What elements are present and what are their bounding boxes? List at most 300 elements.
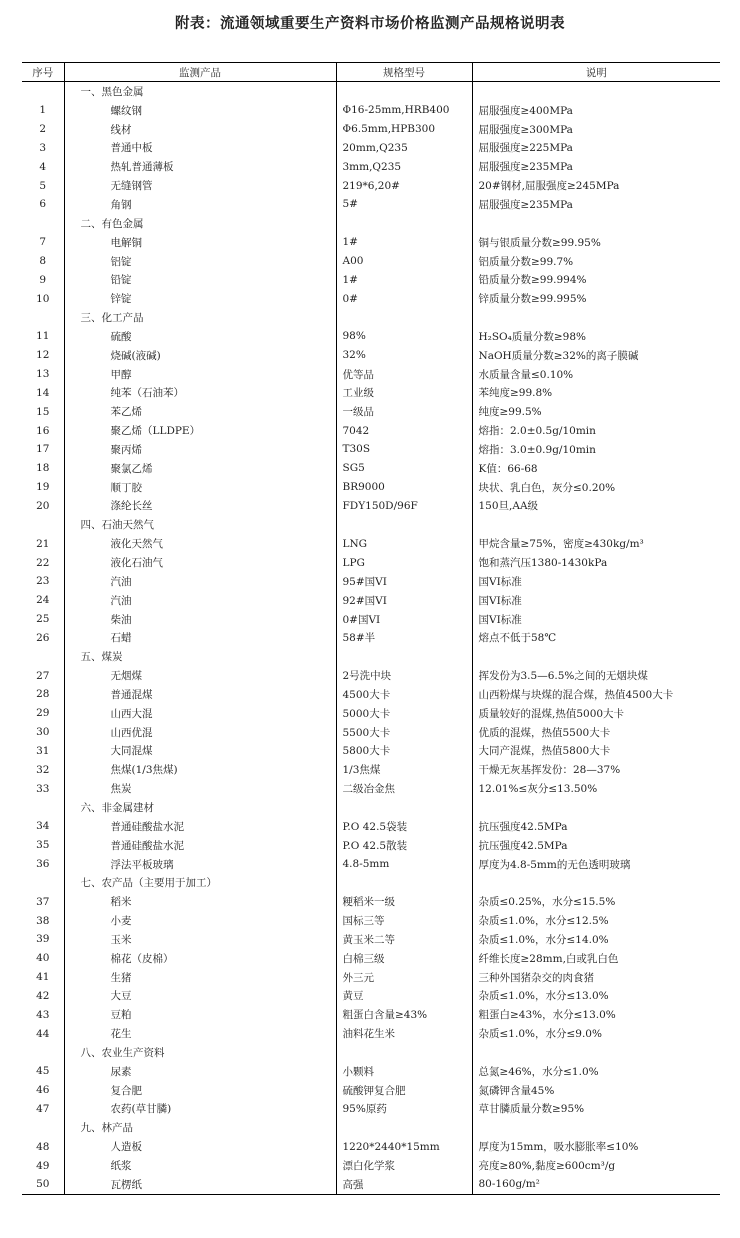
serial-no-cell: 26 [36,631,50,644]
table-row [22,836,720,855]
spec-cell [336,515,472,534]
description-cell: 屈服强度≥225MPa [472,139,720,158]
spec-cell: 0#国VI [336,610,472,629]
spec-cell: 外三元 [336,968,472,987]
serial-no-cell: 11 [36,330,50,343]
description-cell: 氮磷钾含量45% [472,1081,720,1100]
description-cell [472,214,720,233]
product-cell: 热轧普通薄板 [64,157,336,176]
serial-no-cell: 7 [39,236,47,249]
table-row [22,723,720,742]
serial-no-cell: 30 [36,726,50,739]
category-row [22,515,720,534]
serial-no-cell: 18 [36,462,50,475]
header-serial-no: 序号 [22,63,64,82]
description-cell: 150旦,AA级 [472,497,720,516]
category-row [22,873,720,892]
description-cell: 屈服强度≥300MPa [472,120,720,139]
table-row [22,233,720,252]
serial-no-cell: 13 [36,368,50,381]
description-cell: 三种外国猪杂交的肉食猪 [472,968,720,987]
description-cell: 质量较好的混煤,热值5000大卡 [472,704,720,723]
spec-cell: Φ16-25mm,HRB400 [336,101,472,120]
product-cell: 尿素 [64,1062,336,1081]
product-cell: 汽油 [64,591,336,610]
serial-no-cell: 8 [39,255,47,268]
category-row [22,214,720,233]
serial-no-cell: 10 [36,292,50,305]
table-row [22,987,720,1006]
description-cell [472,308,720,327]
description-cell: 熔指：3.0±0.9g/10min [472,440,720,459]
serial-no-cell: 20 [36,499,50,512]
description-cell: 铅质量分数≥99.994% [472,270,720,289]
description-cell: 总氮≥46%，水分≤1.0% [472,1062,720,1081]
category-label: 八、农业生产资料 [64,1043,336,1062]
spec-cell: 219*6,20# [336,176,472,195]
category-label: 三、化工产品 [64,308,336,327]
spec-cell: 硫酸钾复合肥 [336,1081,472,1100]
spec-cell: 98% [336,327,472,346]
serial-no-cell: 33 [36,782,50,795]
product-cell: 普通硅酸盐水泥 [64,817,336,836]
spec-cell: 优等品 [336,365,472,384]
table-row [22,327,720,346]
table-row [22,628,720,647]
serial-no-cell: 46 [36,1084,50,1097]
serial-no-cell: 28 [36,688,50,701]
table-row [22,1156,720,1175]
description-cell: 块状、乳白色，灰分≤0.20% [472,478,720,497]
product-cell: 玉米 [64,930,336,949]
table-row [22,666,720,685]
table-row [22,685,720,704]
table-row [22,101,720,120]
serial-no-cell: 1 [39,104,47,117]
product-cell: 稻米 [64,892,336,911]
serial-no-cell: 19 [36,481,50,494]
product-cell: 涤纶长丝 [64,497,336,516]
spec-cell [336,308,472,327]
table-row [22,534,720,553]
table-row [22,742,720,761]
spec-cell: FDY150D/96F [336,497,472,516]
category-label: 二、有色金属 [64,214,336,233]
description-cell: 大同产混煤，热值5800大卡 [472,742,720,761]
spec-cell: 4.8-5mm [336,855,472,874]
category-label: 九、林产品 [64,1118,336,1137]
description-cell: 杂质≤1.0%，水分≤9.0% [472,1024,720,1043]
product-cell: 大豆 [64,987,336,1006]
description-cell: 抗压强度42.5MPa [472,817,720,836]
description-cell [472,647,720,666]
spec-cell: 油料花生米 [336,1024,472,1043]
serial-no-cell: 14 [36,386,50,399]
description-cell [472,82,720,101]
product-cell: 聚丙烯 [64,440,336,459]
description-cell: 优质的混煤，热值5500大卡 [472,723,720,742]
spec-cell: 5500大卡 [336,723,472,742]
description-cell: 熔点不低于58℃ [472,628,720,647]
spec-cell: 一级品 [336,402,472,421]
category-label: 五、煤炭 [64,647,336,666]
table-row [22,911,720,930]
table-row [22,459,720,478]
spec-cell: 3mm,Q235 [336,157,472,176]
spec-cell: 1# [336,270,472,289]
product-cell: 人造板 [64,1137,336,1156]
product-cell: 角钢 [64,195,336,214]
table-row [22,195,720,214]
category-label: 七、农产品（主要用于加工） [64,873,336,892]
serial-no-cell: 22 [36,556,50,569]
product-cell: 生猪 [64,968,336,987]
description-cell: 亮度≥80%,黏度≥600cm³/g [472,1156,720,1175]
serial-no-cell: 40 [36,952,50,965]
product-cell: 农药(草甘膦) [64,1100,336,1119]
table-row [22,157,720,176]
table-row [22,1024,720,1043]
serial-no-cell: 42 [36,989,50,1002]
serial-no-cell: 4 [39,160,47,173]
table-row [22,421,720,440]
description-cell: 屈服强度≥235MPa [472,157,720,176]
spec-cell: Φ6.5mm,HPB300 [336,120,472,139]
category-row [22,1118,720,1137]
serial-no-cell: 23 [36,575,50,588]
table-row [22,478,720,497]
category-label: 一、黑色金属 [64,82,336,101]
spec-cell: 二级冶金焦 [336,779,472,798]
serial-no-cell: 15 [36,405,50,418]
product-cell: 大同混煤 [64,742,336,761]
category-row [22,82,720,101]
table-row [22,289,720,308]
spec-cell: 粗蛋白含量≥43% [336,1005,472,1024]
table-row [22,1081,720,1100]
spec-cell: 2号洗中块 [336,666,472,685]
spec-cell: BR9000 [336,478,472,497]
spec-cell: 粳稻米一级 [336,892,472,911]
description-cell [472,798,720,817]
table-row [22,855,720,874]
spec-cell: 95#国VI [336,572,472,591]
description-cell [472,515,720,534]
spec-cell: 1# [336,233,472,252]
spec-cell: 1220*2440*15mm [336,1137,472,1156]
spec-cell: 高强 [336,1175,472,1194]
table-row [22,760,720,779]
table-row [22,610,720,629]
table-row [22,497,720,516]
category-label: 六、非金属建材 [64,798,336,817]
table-row [22,440,720,459]
description-cell: 厚度为4.8-5mm的无色透明玻璃 [472,855,720,874]
description-cell: 杂质≤1.0%，水分≤14.0% [472,930,720,949]
description-cell: K值：66-68 [472,459,720,478]
product-cell: 山西大混 [64,704,336,723]
serial-no-cell [22,1043,64,1062]
description-cell: 铜与银质量分数≥99.95% [472,233,720,252]
description-cell: 国VI标准 [472,572,720,591]
description-cell [472,873,720,892]
description-cell: 80-160g/m² [472,1175,720,1194]
serial-no-cell: 38 [36,914,50,927]
serial-no-cell: 41 [36,971,50,984]
table-row [22,704,720,723]
table-row [22,892,720,911]
table-row [22,591,720,610]
description-cell: 纯度≥99.5% [472,402,720,421]
description-cell [472,1043,720,1062]
spec-cell: 58#半 [336,628,472,647]
description-cell: 挥发份为3.5—6.5%之间的无烟块煤 [472,666,720,685]
spec-cell: A00 [336,252,472,271]
table-row [22,817,720,836]
spec-cell: 工业级 [336,384,472,403]
serial-no-cell: 5 [39,179,47,192]
spec-cell: P.O 42.5袋装 [336,817,472,836]
serial-no-cell: 49 [36,1159,50,1172]
description-cell: 杂质≤1.0%，水分≤12.5% [472,911,720,930]
product-cell: 聚乙烯（LLDPE） [64,421,336,440]
product-cell: 汽油 [64,572,336,591]
product-cell: 瓦楞纸 [64,1175,336,1194]
product-cell: 焦煤(1/3焦煤) [64,760,336,779]
description-cell: 铝质量分数≥99.7% [472,252,720,271]
spec-cell: 7042 [336,421,472,440]
serial-no-cell: 2 [39,123,47,136]
description-cell: H₂SO₄质量分数≥98% [472,327,720,346]
product-cell: 顺丁胶 [64,478,336,497]
description-cell: 纤维长度≥28mm,白或乳白色 [472,949,720,968]
table-row [22,1137,720,1156]
table-row [22,402,720,421]
spec-cell [336,873,472,892]
table-row [22,1100,720,1119]
product-cell: 液化天然气 [64,534,336,553]
description-cell: 锌质量分数≥99.995% [472,289,720,308]
serial-no-cell: 44 [36,1027,50,1040]
serial-no-cell [22,82,64,101]
table-row [22,553,720,572]
serial-no-cell: 21 [36,537,50,550]
category-row [22,647,720,666]
product-cell: 铅锭 [64,270,336,289]
serial-no-cell: 34 [36,820,50,833]
serial-no-cell: 32 [36,763,50,776]
serial-no-cell: 45 [36,1065,50,1078]
serial-no-cell [22,214,64,233]
product-cell: 烧碱(液碱) [64,346,336,365]
description-cell: 厚度为15mm，吸水膨胀率≤10% [472,1137,720,1156]
spec-cell: 黄玉米二等 [336,930,472,949]
serial-no-cell: 9 [39,273,47,286]
description-cell: 山西粉煤与块煤的混合煤，热值4500大卡 [472,685,720,704]
product-cell: 电解铜 [64,233,336,252]
table-row [22,270,720,289]
header-spec: 规格型号 [336,63,472,82]
spec-cell: LNG [336,534,472,553]
serial-no-cell: 50 [22,1175,64,1194]
description-cell: 熔指：2.0±0.5g/10min [472,421,720,440]
table-row [22,779,720,798]
spec-cell: 5000大卡 [336,704,472,723]
serial-no-cell [22,647,64,666]
product-cell: 棉花（皮棉） [64,949,336,968]
table-row [22,120,720,139]
serial-no-cell: 25 [36,613,50,626]
description-cell: 粗蛋白≥43%，水分≤13.0% [472,1005,720,1024]
description-cell: 12.01%≤灰分≤13.50% [472,779,720,798]
spec-cell: 漂白化学浆 [336,1156,472,1175]
spec-cell: 5800大卡 [336,742,472,761]
product-cell: 浮法平板玻璃 [64,855,336,874]
page-title: 附表：流通领域重要生产资料市场价格监测产品规格说明表 [175,15,565,32]
serial-no-cell [22,1118,64,1137]
description-cell: NaOH质量分数≥32%的离子膜碱 [472,346,720,365]
spec-cell: 4500大卡 [336,685,472,704]
product-cell: 线材 [64,120,336,139]
table-row [22,346,720,365]
serial-no-cell [22,515,64,534]
spec-cell: 5# [336,195,472,214]
table-body [22,82,720,1195]
table-row [22,365,720,384]
category-row [22,308,720,327]
spec-cell [336,214,472,233]
spec-cell: LPG [336,553,472,572]
product-cell: 普通中板 [64,139,336,158]
description-cell: 20#钢材,屈服强度≥245MPa [472,176,720,195]
description-cell: 饱和蒸汽压1380-1430kPa [472,553,720,572]
spec-cell: 国标三等 [336,911,472,930]
table-row [22,949,720,968]
spec-cell: 白棉三级 [336,949,472,968]
spec-cell [336,798,472,817]
serial-no-cell [22,308,64,327]
product-cell: 普通硅酸盐水泥 [64,836,336,855]
spec-cell: T30S [336,440,472,459]
product-cell: 纯苯（石油苯） [64,384,336,403]
header-description: 说明 [472,63,720,82]
category-row [22,1043,720,1062]
serial-no-cell [22,798,64,817]
product-cell: 豆粕 [64,1005,336,1024]
product-cell: 锌锭 [64,289,336,308]
product-cell: 普通混煤 [64,685,336,704]
product-cell: 复合肥 [64,1081,336,1100]
product-cell: 甲醇 [64,365,336,384]
description-cell: 干燥无灰基挥发份：28—37% [472,760,720,779]
spec-cell: 32% [336,346,472,365]
product-cell: 花生 [64,1024,336,1043]
description-cell [472,1118,720,1137]
product-cell: 山西优混 [64,723,336,742]
product-cell: 螺纹钢 [64,101,336,120]
spec-cell [336,1043,472,1062]
spec-cell: 20mm,Q235 [336,139,472,158]
table-row [22,139,720,158]
description-cell: 杂质≤0.25%，水分≤15.5% [472,892,720,911]
serial-no-cell: 17 [36,443,50,456]
product-cell: 柴油 [64,610,336,629]
product-cell: 硫酸 [64,327,336,346]
product-cell: 小麦 [64,911,336,930]
description-cell: 抗压强度42.5MPa [472,836,720,855]
header-product: 监测产品 [64,63,336,82]
serial-no-cell: 37 [36,895,50,908]
serial-no-cell: 36 [36,858,50,871]
table-row [22,930,720,949]
serial-no-cell: 3 [39,141,47,154]
spec-cell: 1/3焦煤 [336,760,472,779]
table-row [22,1005,720,1024]
description-cell: 杂质≤1.0%，水分≤13.0% [472,987,720,1006]
table-row [22,1062,720,1081]
table-header-row [22,63,720,82]
product-cell: 无缝钢管 [64,176,336,195]
serial-no-cell: 6 [39,198,47,211]
serial-no-cell [22,873,64,892]
table-row [22,176,720,195]
serial-no-cell: 48 [36,1140,50,1153]
product-cell: 苯乙烯 [64,402,336,421]
spec-cell: 0# [336,289,472,308]
description-cell: 国VI标准 [472,591,720,610]
product-cell: 焦炭 [64,779,336,798]
product-cell: 聚氯乙烯 [64,459,336,478]
serial-no-cell: 47 [36,1102,50,1115]
description-cell: 苯纯度≥99.8% [472,384,720,403]
serial-no-cell: 31 [36,744,50,757]
product-cell: 纸浆 [64,1156,336,1175]
product-cell: 铝锭 [64,252,336,271]
product-cell: 液化石油气 [64,553,336,572]
serial-no-cell: 12 [36,349,50,362]
spec-cell: 黄豆 [336,987,472,1006]
serial-no-cell: 16 [36,424,50,437]
serial-no-cell: 39 [36,933,50,946]
description-cell: 屈服强度≥235MPa [472,195,720,214]
description-cell: 水质量含量≤0.10% [472,365,720,384]
serial-no-cell: 43 [36,1008,50,1021]
category-label: 四、石油天然气 [64,515,336,534]
table-row [22,1175,720,1194]
table-row [22,968,720,987]
spec-table [22,62,720,1195]
product-cell: 石蜡 [64,628,336,647]
description-cell: 草甘膦质量分数≥95% [472,1100,720,1119]
spec-cell [336,1118,472,1137]
spec-cell: 92#国VI [336,591,472,610]
description-cell: 甲烷含量≥75%，密度≥430kg/m³ [472,534,720,553]
table-row [22,252,720,271]
spec-cell [336,82,472,101]
serial-no-cell: 35 [36,839,50,852]
description-cell: 国VI标准 [472,610,720,629]
table-row [22,384,720,403]
spec-cell: SG5 [336,459,472,478]
product-cell: 无烟煤 [64,666,336,685]
spec-cell: 95%原药 [336,1100,472,1119]
description-cell: 屈服强度≥400MPa [472,101,720,120]
serial-no-cell: 24 [36,594,50,607]
category-row [22,798,720,817]
serial-no-cell: 29 [36,707,50,720]
spec-cell [336,647,472,666]
spec-cell: 小颗料 [336,1062,472,1081]
